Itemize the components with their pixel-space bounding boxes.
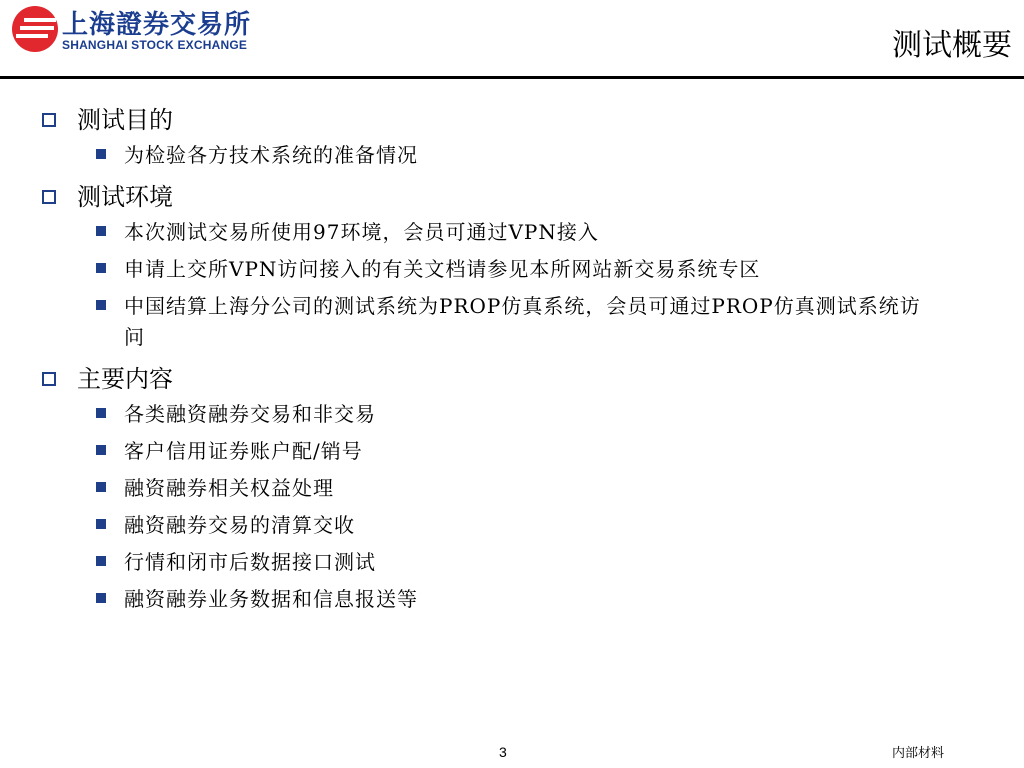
header: [0, 0, 1024, 80]
list-item-text: 为检验各方技术系统的准备情况: [124, 143, 418, 167]
section-purpose: [42, 100, 982, 171]
section-label: 测试目的: [77, 106, 173, 134]
logo-chinese-name: 上海證券交易所: [62, 10, 252, 40]
list-item-text: 各类融资融券交易和非交易: [124, 402, 376, 426]
section-heading: [42, 100, 982, 140]
filled-square-icon: [96, 300, 106, 310]
list-item-text: 客户信用证券账户配/销号: [124, 439, 363, 463]
filled-square-icon: [96, 263, 106, 273]
sse-logo-icon: [10, 4, 60, 54]
list-item-text: 融资融券业务数据和信息报送等: [124, 587, 418, 611]
filled-square-icon: [96, 556, 106, 566]
bullet-list: [42, 140, 982, 171]
filled-square-icon: [96, 482, 106, 492]
list-item: [96, 473, 982, 504]
section-main-content: [42, 359, 982, 615]
list-item-text: 行情和闭市后数据接口测试: [124, 550, 376, 574]
section-environment: [42, 177, 982, 353]
page-title: 测试概要: [892, 28, 1012, 63]
header-divider: [0, 76, 1024, 79]
list-item: [96, 291, 982, 353]
filled-square-icon: [96, 593, 106, 603]
list-item: [96, 436, 982, 467]
filled-square-icon: [96, 149, 106, 159]
section-heading: [42, 177, 982, 217]
list-item: [96, 510, 982, 541]
filled-square-icon: [96, 519, 106, 529]
list-item-text: 融资融券交易的清算交收: [124, 513, 355, 537]
list-item: [96, 217, 982, 248]
filled-square-icon: [96, 445, 106, 455]
checkbox-square-icon: [42, 190, 56, 204]
list-item: [96, 399, 982, 430]
list-item: [96, 584, 982, 615]
checkbox-square-icon: [42, 372, 56, 386]
checkbox-square-icon: [42, 113, 56, 127]
logo-english-name: SHANGHAI STOCK EXCHANGE: [62, 38, 248, 52]
section-heading: [42, 359, 982, 399]
section-label: 主要内容: [77, 365, 173, 393]
list-item: [96, 547, 982, 578]
slide-content: [42, 100, 982, 621]
list-item-text: 中国结算上海分公司的测试系统为PROP仿真系统，会员可通过PROP仿真测试系统访问: [124, 294, 921, 349]
list-item-text: 融资融券相关权益处理: [124, 476, 334, 500]
list-item: [96, 140, 982, 171]
list-item-text: 申请上交所VPN访问接入的有关文档请参见本所网站新交易系统专区: [124, 257, 761, 281]
list-item: [96, 254, 982, 285]
bullet-list: [42, 399, 982, 615]
bullet-list: [42, 217, 982, 353]
list-item-text: 本次测试交易所使用97环境，会员可通过VPN接入: [124, 220, 599, 244]
footer-note: 内部材料: [892, 746, 945, 761]
filled-square-icon: [96, 408, 106, 418]
filled-square-icon: [96, 226, 106, 236]
page-number: 3: [499, 744, 507, 760]
section-label: 测试环境: [77, 183, 173, 211]
